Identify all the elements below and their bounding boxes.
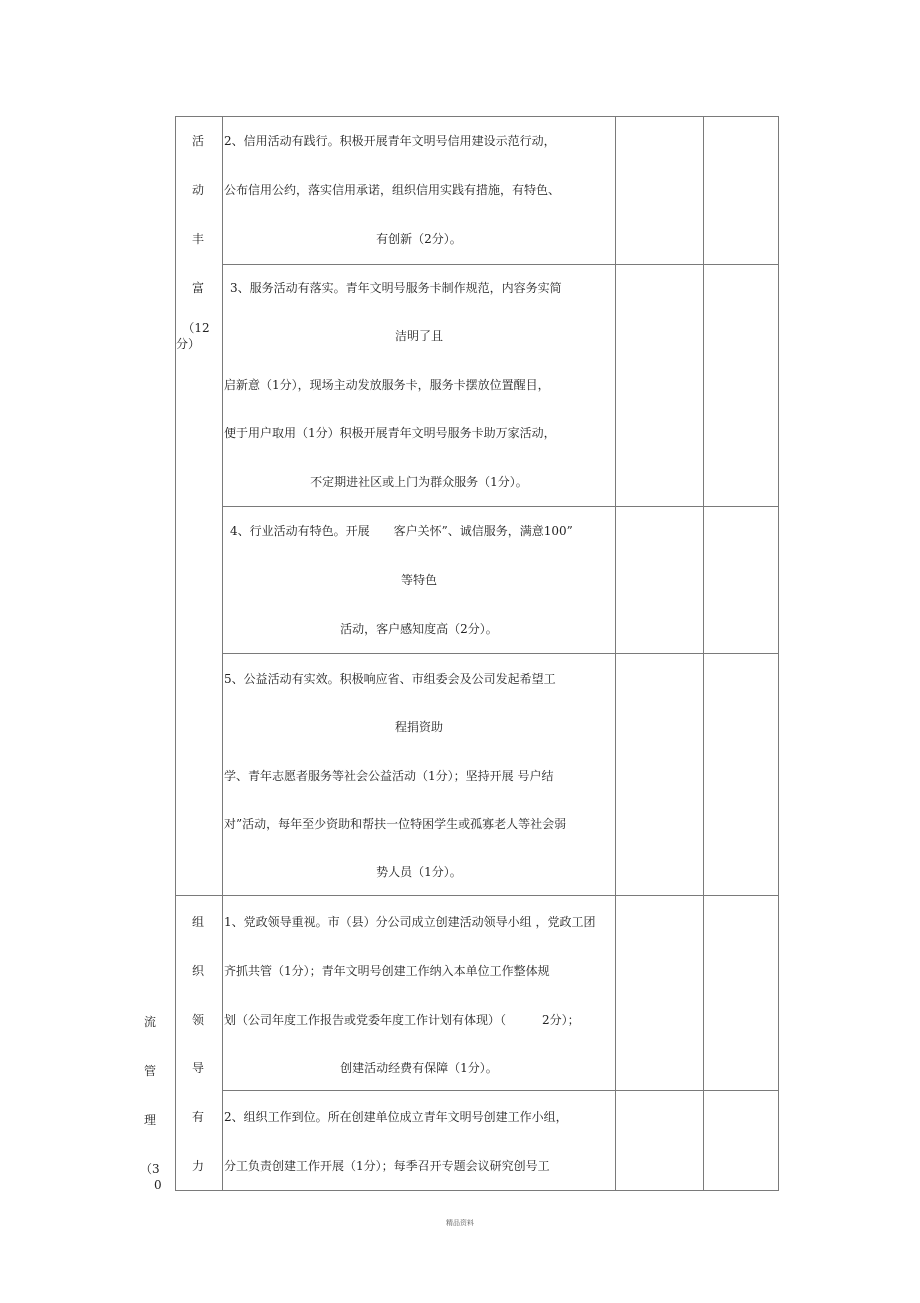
row-divider: [222, 1090, 779, 1091]
page-footer: 精品资料: [446, 1219, 474, 1227]
criteria-line: 不定期进社区或上门为群众服务（1分）。: [310, 475, 528, 489]
criteria-line: 便于用户取用（1分）积极开展青年文明号服务卡助万家活动，: [224, 426, 556, 440]
criteria-line: 公布信用公约，落实信用承诺，组织信用实践有措施，有特色、: [224, 183, 561, 197]
category-char: 组: [191, 915, 204, 929]
category-score: （12: [182, 321, 210, 335]
category-char: 织: [191, 964, 204, 978]
criteria-line: 等特色: [400, 573, 437, 587]
section-divider: [175, 895, 779, 896]
criteria-line: 划（公司年度工作报告或党委年度工作计划有体现）（ 2分）；: [224, 1013, 580, 1027]
criteria-line: 对”活动，每年至少资助和帮扶一位特困学生或孤寡老人等社会弱: [224, 817, 567, 831]
criteria-line: 分工负责创建工作开展（1分）；每季召开专题会议研究创号工: [224, 1159, 550, 1173]
criteria-line: 齐抓共管（1分）；青年文明号创建工作纳入本单位工作整体规: [224, 964, 550, 978]
table-bottom-border: [175, 1190, 779, 1191]
category-char: 活: [191, 134, 204, 148]
criteria-line: 3、服务活动有落实。青年文明号服务卡制作规范，内容务实简: [230, 281, 562, 295]
category-char: 富: [191, 281, 204, 295]
category-char: 丰: [191, 232, 204, 246]
criteria-line: 学、青年志愿者服务等社会公益活动（1分）；坚持开展 号户结: [224, 769, 554, 783]
category-char: 领: [191, 1013, 204, 1027]
category-char: 动: [191, 183, 204, 197]
section-char: 理: [143, 1113, 156, 1127]
criteria-line: 1、党政领导重视。市（县）分公司成立创建活动领导小组 ，党政工团: [224, 915, 596, 929]
criteria-line: 势人员（1分）。: [376, 865, 462, 879]
section-char: 流: [143, 1015, 156, 1029]
section-char: 管: [143, 1064, 156, 1078]
table-top-border: [175, 116, 779, 117]
criteria-line: 程捐资助: [394, 720, 443, 734]
row-divider: [222, 506, 779, 507]
row-divider: [222, 264, 779, 265]
criteria-line: 洁明了且: [394, 329, 443, 343]
table-left-border: [175, 116, 176, 1191]
category-char: 有: [191, 1110, 204, 1124]
category-char: 力: [191, 1159, 204, 1173]
criteria-line: 5、公益活动有实效。积极响应省、市组委会及公司发起希望工: [224, 672, 556, 686]
section-score: （3: [140, 1162, 160, 1176]
criteria-line: 有创新（2分）。: [376, 232, 462, 246]
criteria-line: 4、行业活动有特色。开展 客户关怀”、诚信服务，满意100”: [230, 524, 573, 538]
category-char: 导: [191, 1061, 204, 1075]
criteria-line: 2、组织工作到位。所在创建单位成立青年文明号创建工作小组，: [224, 1110, 568, 1124]
criteria-line: 启新意（1分），现场主动发放服务卡，服务卡摆放位置醒目，: [224, 378, 550, 392]
section-score: 0: [154, 1178, 162, 1192]
criteria-line: 活动，客户感知度高（2分）。: [340, 622, 498, 636]
row-divider: [222, 653, 779, 654]
category-score: 分）: [176, 337, 201, 351]
criteria-line: 创建活动经费有保障（1分）。: [340, 1061, 498, 1075]
criteria-line: 2、信用活动有践行。积极开展青年文明号信用建设示范行动，: [224, 134, 556, 148]
